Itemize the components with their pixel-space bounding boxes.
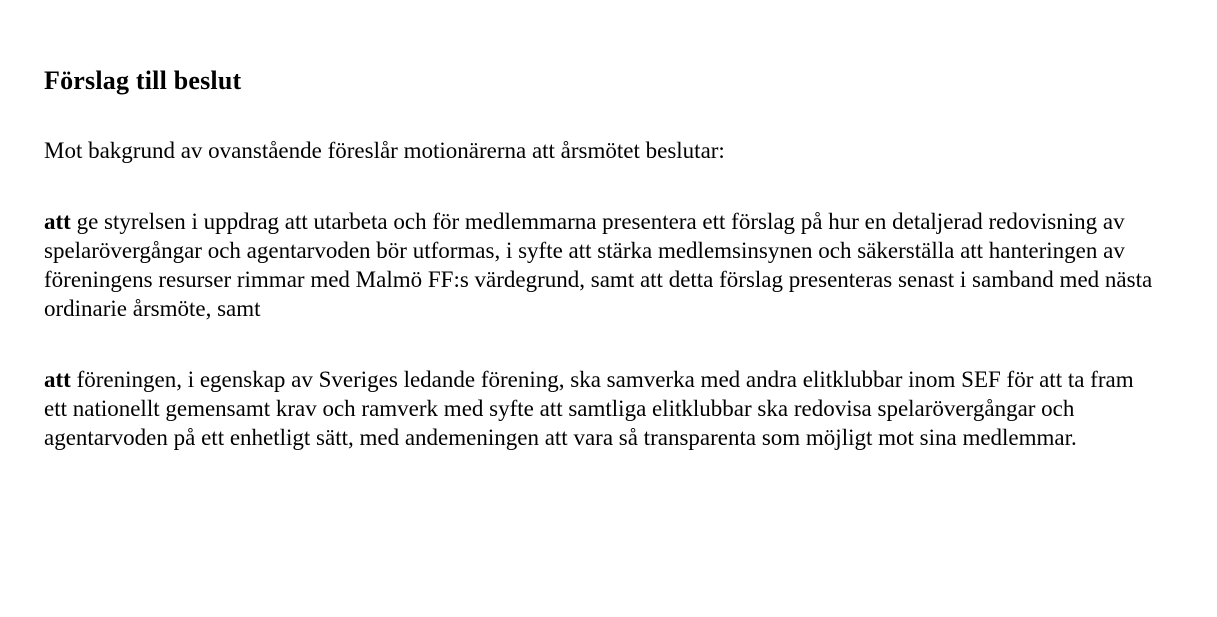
clause-2-lead: att — [44, 367, 71, 392]
clause-1-text: ge styrelsen i uppdrag att utarbeta och för medlemmarna presentera ett förslag på hur en detaljerad redovisning av spelarövergångar och agentarvoden bör utformas, i syfte att stärka medlemsinsynen och säkerställa att hanteringen av föreningens resurser rimmar med Malmö FF:s värdegrund, samt att detta förslag presenteras senast i samband med nästa ordinarie årsmöte, samt — [44, 209, 1153, 321]
clause-paragraph-2 — [44, 365, 1155, 452]
clause-paragraph-1 — [44, 207, 1155, 323]
clause-2-text: föreningen, i egenskap av Sveriges ledande förening, ska samverka med andra elitklubbar inom SEF för att ta fram ett nationellt gemensamt krav och ramverk med syfte att samtliga elitklubbar ska redovisa spelarövergångar och agentarvoden på ett enhetligt sätt, med andemeningen att vara så transparenta som möjligt mot sina medlemmar. — [44, 367, 1134, 450]
intro-paragraph: Mot bakgrund av ovanstående föreslår motionärerna att årsmötet beslutar: — [44, 138, 725, 163]
clause-1-lead: att — [44, 209, 71, 234]
document-heading: Förslag till beslut — [44, 66, 242, 95]
